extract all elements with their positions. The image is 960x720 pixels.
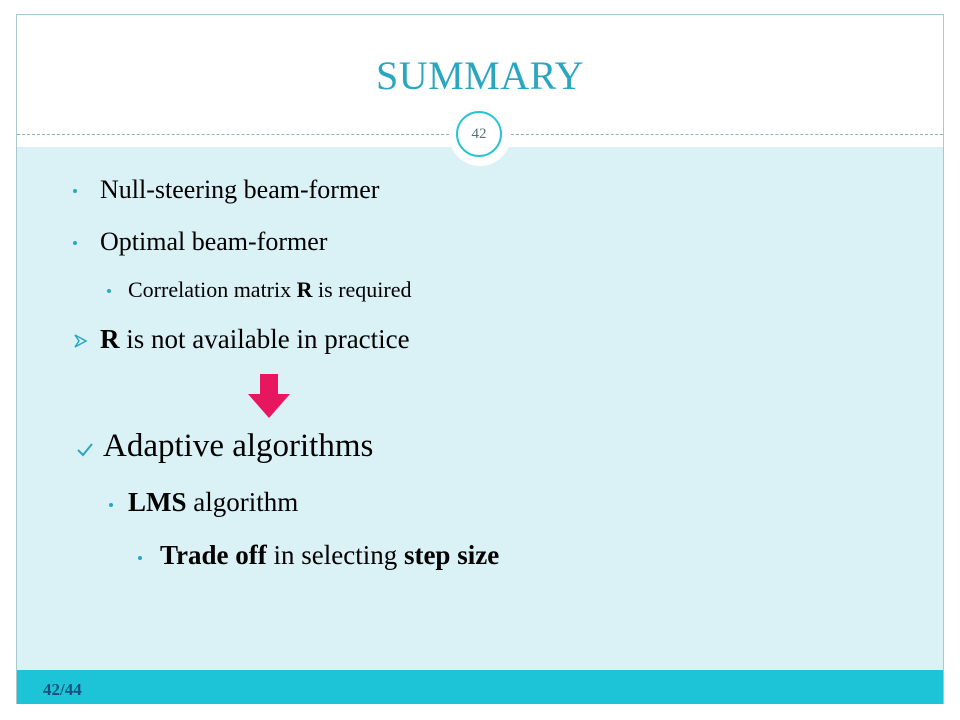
bullet-icon: [138, 556, 142, 560]
item-text: algorithm: [186, 487, 299, 517]
item-bold: R: [100, 324, 120, 354]
arrowhead-bullet-icon: [74, 334, 88, 348]
bullet-icon: [107, 289, 111, 293]
item-bold: LMS: [128, 487, 187, 517]
down-arrow-icon: [247, 374, 291, 418]
content-area: [17, 147, 943, 670]
footer-bar: [17, 670, 943, 704]
checkmark-icon: [76, 441, 94, 459]
item-text: in selecting: [266, 540, 404, 570]
item-lms-algorithm: [128, 487, 298, 518]
bullet-icon: [109, 503, 113, 507]
item-text: Correlation matrix: [128, 277, 297, 302]
item-r-not-available: [100, 324, 410, 355]
item-optimal-beamformer: Optimal beam-former: [100, 227, 328, 256]
bullet-icon: [73, 189, 77, 193]
item-trade-off: [160, 540, 499, 571]
item-bold: step size: [403, 540, 500, 570]
slide-title: SUMMARY: [375, 53, 584, 98]
item-correlation-matrix: [128, 277, 411, 303]
bullet-icon: [73, 241, 77, 245]
item-bold: Trade off: [160, 540, 267, 570]
item-null-steering: Null-steering beam-former: [100, 175, 380, 204]
page-number-badge: 42: [456, 111, 502, 157]
item-adaptive-algorithms: Adaptive algorithms: [103, 428, 374, 464]
item-bold: R: [296, 277, 313, 302]
item-text: is required: [312, 277, 412, 302]
item-text: is not available in practice: [119, 324, 410, 354]
footer-page-number: 42/44: [43, 680, 82, 699]
